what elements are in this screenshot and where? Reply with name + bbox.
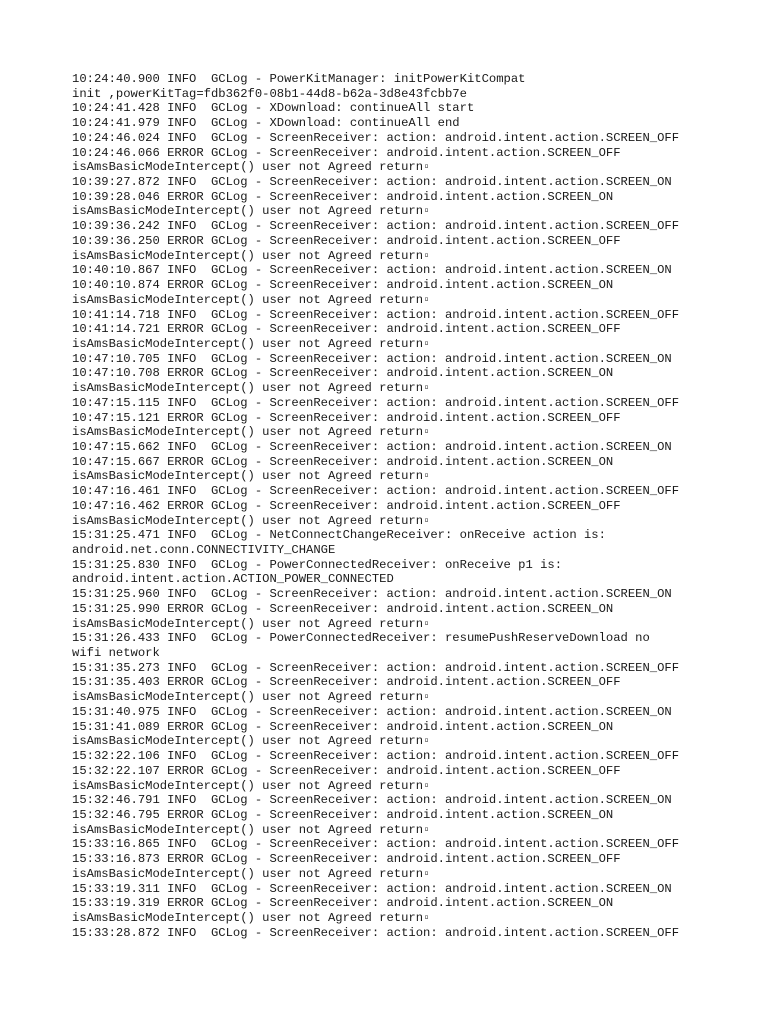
log-line: 15:32:22.107 ERROR GCLog - ScreenReceiver: android.intent.action.SCREEN_OFF [72, 763, 621, 778]
log-line: 15:33:16.865 INFO GCLog - ScreenReceiver: action: android.intent.action.SCREEN_OFF [72, 837, 680, 852]
log-line: 10:24:41.979 INFO GCLog - XDownload: continueAll end [72, 116, 460, 131]
log-line: 10:47:16.462 ERROR GCLog - ScreenReceiver: android.intent.action.SCREEN_OFF [72, 498, 621, 513]
log-line: isAmsBasicModeIntercept() user not Agreed return▫ [72, 616, 431, 631]
log-line: 15:31:35.403 ERROR GCLog - ScreenReceiver: android.intent.action.SCREEN_OFF [72, 675, 621, 690]
log-line: isAmsBasicModeIntercept() user not Agreed return▫ [72, 292, 431, 307]
log-line: 10:24:41.428 INFO GCLog - XDownload: continueAll start [72, 101, 475, 116]
log-line: 10:47:15.667 ERROR GCLog - ScreenReceiver: android.intent.action.SCREEN_ON [72, 454, 614, 469]
log-line: isAmsBasicModeIntercept() user not Agreed return▫ [72, 160, 431, 175]
log-line: isAmsBasicModeIntercept() user not Agreed return▫ [72, 734, 431, 749]
log-line: 10:47:15.115 INFO GCLog - ScreenReceiver: action: android.intent.action.SCREEN_OFF [72, 395, 680, 410]
log-line: android.intent.action.ACTION_POWER_CONNECTED [72, 572, 394, 587]
log-line: isAmsBasicModeIntercept() user not Agreed return▫ [72, 381, 431, 396]
log-line: isAmsBasicModeIntercept() user not Agreed return▫ [72, 910, 431, 925]
log-line: 15:32:46.795 ERROR GCLog - ScreenReceiver: android.intent.action.SCREEN_ON [72, 807, 614, 822]
log-line: isAmsBasicModeIntercept() user not Agreed return▫ [72, 866, 431, 881]
log-line: 15:31:40.975 INFO GCLog - ScreenReceiver: action: android.intent.action.SCREEN_ON [72, 704, 672, 719]
log-line: 15:31:35.273 INFO GCLog - ScreenReceiver: action: android.intent.action.SCREEN_OFF [72, 660, 680, 675]
log-line: isAmsBasicModeIntercept() user not Agreed return▫ [72, 778, 431, 793]
log-line: 15:33:19.311 INFO GCLog - ScreenReceiver: action: android.intent.action.SCREEN_ON [72, 881, 672, 896]
log-line: isAmsBasicModeIntercept() user not Agreed return▫ [72, 513, 431, 528]
log-line: 10:39:28.046 ERROR GCLog - ScreenReceiver: android.intent.action.SCREEN_ON [72, 189, 614, 204]
log-line: 10:47:10.705 INFO GCLog - ScreenReceiver: action: android.intent.action.SCREEN_ON [72, 351, 672, 366]
log-line: 10:24:40.900 INFO GCLog - PowerKitManager: initPowerKitCompat [72, 72, 526, 86]
log-line: 10:47:16.461 INFO GCLog - ScreenReceiver: action: android.intent.action.SCREEN_OFF [72, 484, 680, 499]
log-line: 10:24:46.024 INFO GCLog - ScreenReceiver: action: android.intent.action.SCREEN_OFF [72, 130, 680, 145]
log-line: 10:47:15.121 ERROR GCLog - ScreenReceiver: android.intent.action.SCREEN_OFF [72, 410, 621, 425]
log-line: android.net.conn.CONNECTIVITY_CHANGE [72, 543, 336, 557]
log-line: 15:31:25.960 INFO GCLog - ScreenReceiver: action: android.intent.action.SCREEN_ON [72, 587, 672, 602]
log-line: 10:41:14.718 INFO GCLog - ScreenReceiver: action: android.intent.action.SCREEN_OFF [72, 307, 680, 322]
log-line: isAmsBasicModeIntercept() user not Agreed return▫ [72, 336, 431, 351]
log-line: isAmsBasicModeIntercept() user not Agreed return▫ [72, 690, 431, 705]
log-line: 15:33:16.873 ERROR GCLog - ScreenReceiver: android.intent.action.SCREEN_OFF [72, 852, 621, 867]
log-text-block [72, 72, 732, 940]
log-line: 15:31:26.433 INFO GCLog - PowerConnectedReceiver: resumePushReserveDownload no [72, 631, 650, 646]
log-line: 15:31:25.830 INFO GCLog - PowerConnectedReceiver: onReceive p1 is: [72, 557, 563, 572]
log-line: 15:32:46.791 INFO GCLog - ScreenReceiver: action: android.intent.action.SCREEN_ON [72, 793, 672, 808]
log-line: isAmsBasicModeIntercept() user not Agreed return▫ [72, 204, 431, 219]
log-line: 15:31:25.471 INFO GCLog - NetConnectChangeReceiver: onReceive action is: [72, 528, 606, 543]
log-line: 10:40:10.867 INFO GCLog - ScreenReceiver: action: android.intent.action.SCREEN_ON [72, 263, 672, 278]
log-line: isAmsBasicModeIntercept() user not Agreed return▫ [72, 425, 431, 440]
log-line: 10:39:36.242 INFO GCLog - ScreenReceiver: action: android.intent.action.SCREEN_OFF [72, 219, 680, 234]
log-line: 15:31:41.089 ERROR GCLog - ScreenReceiver: android.intent.action.SCREEN_ON [72, 719, 614, 734]
log-line: 10:39:27.872 INFO GCLog - ScreenReceiver: action: android.intent.action.SCREEN_ON [72, 175, 672, 190]
log-line: 10:39:36.250 ERROR GCLog - ScreenReceiver: android.intent.action.SCREEN_OFF [72, 233, 621, 248]
log-line: 10:41:14.721 ERROR GCLog - ScreenReceiver: android.intent.action.SCREEN_OFF [72, 322, 621, 337]
log-line: 15:33:28.872 INFO GCLog - ScreenReceiver: action: android.intent.action.SCREEN_OFF [72, 925, 680, 940]
log-line: isAmsBasicModeIntercept() user not Agreed return▫ [72, 822, 431, 837]
log-line: 15:33:19.319 ERROR GCLog - ScreenReceiver: android.intent.action.SCREEN_ON [72, 896, 614, 911]
log-line: 15:31:25.990 ERROR GCLog - ScreenReceiver: android.intent.action.SCREEN_ON [72, 601, 614, 616]
log-line: 10:47:15.662 INFO GCLog - ScreenReceiver: action: android.intent.action.SCREEN_ON [72, 439, 672, 454]
log-line: init ,powerKitTag=fdb362f0-08b1-44d8-b62a-3d8e43fcbb7e [72, 86, 467, 101]
log-line: isAmsBasicModeIntercept() user not Agreed return▫ [72, 469, 431, 484]
log-line: 10:40:10.874 ERROR GCLog - ScreenReceiver: android.intent.action.SCREEN_ON [72, 278, 614, 293]
log-line: wifi network [72, 646, 160, 661]
log-line: 10:24:46.066 ERROR GCLog - ScreenReceiver: android.intent.action.SCREEN_OFF [72, 145, 621, 160]
log-line: 15:32:22.106 INFO GCLog - ScreenReceiver: action: android.intent.action.SCREEN_OFF [72, 749, 680, 764]
log-line: isAmsBasicModeIntercept() user not Agreed return▫ [72, 248, 431, 263]
log-line: 10:47:10.708 ERROR GCLog - ScreenReceiver: android.intent.action.SCREEN_ON [72, 366, 614, 381]
